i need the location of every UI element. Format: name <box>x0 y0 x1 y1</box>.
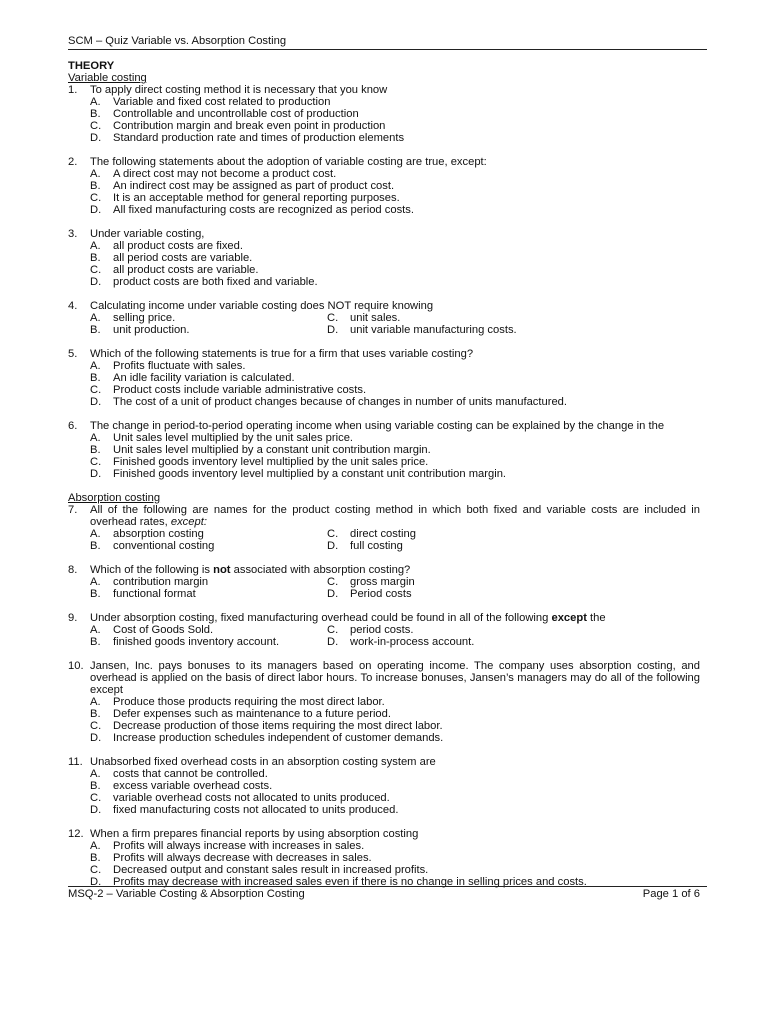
question-stem <box>68 228 700 240</box>
question-stem <box>68 756 700 768</box>
option-text: A direct cost may not become a product cost. <box>113 168 337 180</box>
option-text: Profits may decrease with increased sales even if there is no change in selling prices and costs. <box>113 876 587 888</box>
answer-option <box>90 624 327 636</box>
answer-option <box>90 456 700 468</box>
option-letter: A. <box>90 840 101 852</box>
question-text-main: The following statements about the adoption of variable costing are true, except: <box>90 156 487 168</box>
option-text: Decreased output and constant sales result in increased profits. <box>113 864 429 876</box>
question-number: 2. <box>68 156 78 168</box>
option-text: Product costs include variable administrative costs. <box>113 384 367 396</box>
option-text: Profits will always increase with increases in sales. <box>113 840 365 852</box>
option-text: Finished goods inventory level multiplied by the unit sales price. <box>113 456 429 468</box>
option-text: Finished goods inventory level multiplied by a constant unit contribution margin. <box>113 468 507 480</box>
option-text: selling price. <box>113 312 176 324</box>
question-text-main: The change in period-to-period operating income when using variable costing can be explained by the change in the <box>90 420 665 432</box>
option-text: Unit sales level multiplied by the unit sales price. <box>113 432 354 444</box>
option-letter: D. <box>90 276 102 288</box>
question-emphasis: except: <box>170 516 207 528</box>
page-header: SCM – Quiz Variable vs. Absorption Costing <box>68 35 707 50</box>
answer-option <box>90 540 327 552</box>
answer-option <box>90 180 700 192</box>
answer-option <box>90 360 700 372</box>
option-letter: B. <box>90 540 101 552</box>
option-text: An indirect cost may be assigned as part of product cost. <box>113 180 395 192</box>
question-block <box>68 612 700 648</box>
option-letter: B. <box>90 636 101 648</box>
option-text: Standard production rate and times of production elements <box>113 132 405 144</box>
option-letter: A. <box>90 96 101 108</box>
answer-options <box>90 576 700 600</box>
question-text <box>90 828 700 840</box>
option-text: all product costs are fixed. <box>113 240 243 252</box>
answer-options <box>90 96 700 144</box>
option-text: finished goods inventory account. <box>113 636 280 648</box>
answer-options <box>90 696 700 744</box>
question-block <box>68 300 700 336</box>
option-letter: D. <box>90 132 102 144</box>
question-number: 1. <box>68 84 78 96</box>
option-text: costs that cannot be controlled. <box>113 768 268 780</box>
page-number: Page 1 of 6 <box>642 888 700 900</box>
answer-options <box>90 312 700 336</box>
answer-option <box>90 708 700 720</box>
section-heading: Variable costing <box>68 72 147 84</box>
question-text-main: Calculating income under variable costing does NOT require knowing <box>90 300 434 312</box>
question-text-main: When a firm prepares financial reports by using absorption costing <box>90 828 419 840</box>
option-text: Variable and fixed cost related to production <box>113 96 331 108</box>
option-letter: B. <box>90 180 101 192</box>
answer-options <box>90 624 700 648</box>
answer-option <box>90 792 700 804</box>
option-letter: A. <box>90 312 101 324</box>
question-stem <box>68 348 700 360</box>
option-letter: C. <box>90 264 102 276</box>
answer-option <box>90 732 700 744</box>
answer-option <box>327 624 700 636</box>
option-letter: B. <box>90 780 101 792</box>
answer-option <box>327 588 700 600</box>
option-letter: C. <box>327 312 339 324</box>
answer-option <box>90 804 700 816</box>
option-text: Period costs <box>350 588 412 600</box>
option-text: unit variable manufacturing costs. <box>350 324 517 336</box>
question-number: 10. <box>68 660 84 672</box>
question-number: 12. <box>68 828 84 840</box>
question-text <box>90 420 700 432</box>
option-letter: D. <box>327 588 339 600</box>
option-text: Produce those products requiring the most direct labor. <box>113 696 385 708</box>
option-text: Profits fluctuate with sales. <box>113 360 246 372</box>
answer-option <box>90 192 700 204</box>
answer-option <box>90 864 700 876</box>
question-stem <box>68 300 700 312</box>
answer-option <box>90 768 700 780</box>
option-text: Defer expenses such as maintenance to a future period. <box>113 708 391 720</box>
question-text <box>90 228 700 240</box>
question-text <box>90 612 700 624</box>
option-letter: B. <box>90 444 101 456</box>
answer-option <box>90 528 327 540</box>
option-letter: C. <box>90 192 102 204</box>
option-text: Decrease production of those items requiring the most direct labor. <box>113 720 443 732</box>
question-stem <box>68 84 700 96</box>
question-text <box>90 564 700 576</box>
question-stem <box>68 828 700 840</box>
option-text: Contribution margin and break even point in production <box>113 120 386 132</box>
question-number: 11. <box>68 756 83 768</box>
answer-option <box>90 204 700 216</box>
option-text: contribution margin <box>113 576 209 588</box>
option-text: Controllable and uncontrollable cost of production <box>113 108 359 120</box>
option-letter: A. <box>90 696 101 708</box>
answer-option <box>90 576 327 588</box>
option-letter: A. <box>90 768 101 780</box>
question-text-main: Jansen, Inc. pays bonuses to its managers based on operating income. The company uses absorption costing, and overhead is applied on the basis of direct labor hours. To increase bonuses, Jansen’s managers may do all of the following except <box>90 660 700 696</box>
option-letter: C. <box>90 792 102 804</box>
option-text: Cost of Goods Sold. <box>113 624 214 636</box>
option-text: gross margin <box>350 576 415 588</box>
option-text: product costs are both fixed and variable. <box>113 276 318 288</box>
answer-option <box>90 840 700 852</box>
question-text <box>90 756 700 768</box>
option-letter: D. <box>90 204 102 216</box>
question-text <box>90 156 700 168</box>
question-text <box>90 300 700 312</box>
answer-option <box>90 780 700 792</box>
answer-option <box>90 696 700 708</box>
answer-option <box>327 528 700 540</box>
quiz-content <box>68 60 700 900</box>
option-letter: D. <box>327 324 339 336</box>
option-text: functional format <box>113 588 196 600</box>
question-block <box>68 564 700 600</box>
answer-option <box>90 444 700 456</box>
option-letter: C. <box>90 456 102 468</box>
answer-option <box>90 588 327 600</box>
option-text: work-in-process account. <box>350 636 475 648</box>
option-letter: B. <box>90 108 101 120</box>
option-letter: A. <box>90 624 101 636</box>
option-letter: D. <box>90 732 102 744</box>
section-heading: Absorption costing <box>68 492 161 504</box>
theory-heading: THEORY <box>68 60 115 72</box>
question-emphasis: except <box>551 612 587 624</box>
answer-option <box>90 312 327 324</box>
answer-option <box>90 852 700 864</box>
question-text-tail: associated with absorption costing? <box>233 564 411 576</box>
option-letter: C. <box>327 624 339 636</box>
question-text-tail: the <box>590 612 606 624</box>
option-letter: D. <box>90 396 102 408</box>
question-block <box>68 348 700 408</box>
option-text: An idle facility variation is calculated. <box>113 372 295 384</box>
question-text <box>90 348 700 360</box>
option-text: excess variable overhead costs. <box>113 780 273 792</box>
answer-option <box>90 372 700 384</box>
answer-option <box>90 636 327 648</box>
option-letter: B. <box>90 588 101 600</box>
option-letter: B. <box>90 324 101 336</box>
option-text: It is an acceptable method for general reporting purposes. <box>113 192 400 204</box>
question-number: 6. <box>68 420 78 432</box>
option-text: all period costs are variable. <box>113 252 253 264</box>
question-block <box>68 660 700 744</box>
question-text-main: Which of the following statements is true for a firm that uses variable costing? <box>90 348 474 360</box>
answer-options <box>90 240 700 288</box>
option-letter: C. <box>90 120 102 132</box>
option-text: direct costing <box>350 528 416 540</box>
question-stem <box>68 612 700 624</box>
answer-option <box>90 120 700 132</box>
question-stem <box>68 564 700 576</box>
question-block <box>68 504 700 552</box>
answer-option <box>90 432 700 444</box>
question-text <box>90 84 700 96</box>
answer-option <box>90 468 700 480</box>
answer-option <box>327 540 700 552</box>
question-text-main: Under variable costing, <box>90 228 205 240</box>
option-letter: D. <box>90 804 102 816</box>
answer-option <box>90 168 700 180</box>
page-footer <box>68 886 707 901</box>
option-letter: A. <box>90 240 101 252</box>
question-block <box>68 84 700 144</box>
answer-option <box>90 276 700 288</box>
answer-option <box>90 96 700 108</box>
option-text: all product costs are variable. <box>113 264 259 276</box>
option-letter: B. <box>90 252 101 264</box>
answer-option <box>90 324 327 336</box>
option-text: variable overhead costs not allocated to units produced. <box>113 792 390 804</box>
option-text: Increase production schedules independent of customer demands. <box>113 732 444 744</box>
question-text-main: Which of the following is <box>90 564 211 576</box>
question-text-main: Under absorption costing, fixed manufacturing overhead could be found in all of the following <box>90 612 549 624</box>
option-letter: B. <box>90 852 101 864</box>
question-stem <box>68 504 700 528</box>
option-letter: B. <box>90 372 101 384</box>
answer-option <box>90 720 700 732</box>
question-stem <box>68 156 700 168</box>
question-stem <box>68 420 700 432</box>
question-number: 3. <box>68 228 78 240</box>
option-letter: C. <box>327 528 339 540</box>
answer-options <box>90 360 700 408</box>
answer-options <box>90 168 700 216</box>
question-emphasis: not <box>213 564 231 576</box>
question-text <box>90 504 700 528</box>
option-text: Unit sales level multiplied by a constant unit contribution margin. <box>113 444 431 456</box>
question-text-main: To apply direct costing method it is necessary that you know <box>90 84 388 96</box>
answer-option <box>90 396 700 408</box>
option-letter: B. <box>90 708 101 720</box>
answer-option <box>90 132 700 144</box>
question-number: 4. <box>68 300 78 312</box>
question-block <box>68 228 700 288</box>
option-letter: A. <box>90 168 101 180</box>
question-block <box>68 420 700 480</box>
option-text: full costing <box>350 540 403 552</box>
option-letter: A. <box>90 576 101 588</box>
question-number: 7. <box>68 504 78 516</box>
option-letter: D. <box>327 636 339 648</box>
answer-option <box>90 108 700 120</box>
answer-option <box>90 384 700 396</box>
answer-options <box>90 768 700 816</box>
question-block <box>68 156 700 216</box>
answer-option <box>90 240 700 252</box>
option-text: fixed manufacturing costs not allocated to units produced. <box>113 804 399 816</box>
question-block <box>68 756 700 816</box>
option-text: All fixed manufacturing costs are recognized as period costs. <box>113 204 414 216</box>
option-letter: C. <box>90 720 102 732</box>
option-text: unit sales. <box>350 312 401 324</box>
answer-option <box>90 264 700 276</box>
question-text-main: Unabsorbed fixed overhead costs in an absorption costing system are <box>90 756 436 768</box>
option-letter: D. <box>90 876 102 888</box>
answer-option <box>327 324 700 336</box>
answer-options <box>90 528 700 552</box>
option-text: Profits will always decrease with decreases in sales. <box>113 852 372 864</box>
footer-title: MSQ-2 – Variable Costing & Absorption Costing <box>68 888 305 900</box>
question-number: 9. <box>68 612 78 624</box>
answer-option <box>90 252 700 264</box>
option-text: unit production. <box>113 324 190 336</box>
question-stem <box>68 660 700 696</box>
option-letter: A. <box>90 528 101 540</box>
question-text <box>90 660 700 696</box>
question-number: 8. <box>68 564 78 576</box>
option-letter: C. <box>90 864 102 876</box>
option-text: period costs. <box>350 624 414 636</box>
option-letter: A. <box>90 360 101 372</box>
answer-option <box>327 576 700 588</box>
option-letter: D. <box>90 468 102 480</box>
question-block <box>68 828 700 888</box>
option-letter: A. <box>90 432 101 444</box>
option-letter: D. <box>327 540 339 552</box>
option-text: conventional costing <box>113 540 215 552</box>
option-letter: C. <box>327 576 339 588</box>
option-text: The cost of a unit of product changes because of changes in number of units manufactured. <box>113 396 567 408</box>
answer-option <box>327 636 700 648</box>
question-number: 5. <box>68 348 78 360</box>
option-text: absorption costing <box>113 528 204 540</box>
answer-option <box>327 312 700 324</box>
question-text-main: All of the following are names for the product costing method in which both fixed and variable costs are included in overhead rates, <box>90 504 700 528</box>
answer-options <box>90 840 700 888</box>
answer-options <box>90 432 700 480</box>
option-letter: C. <box>90 384 102 396</box>
